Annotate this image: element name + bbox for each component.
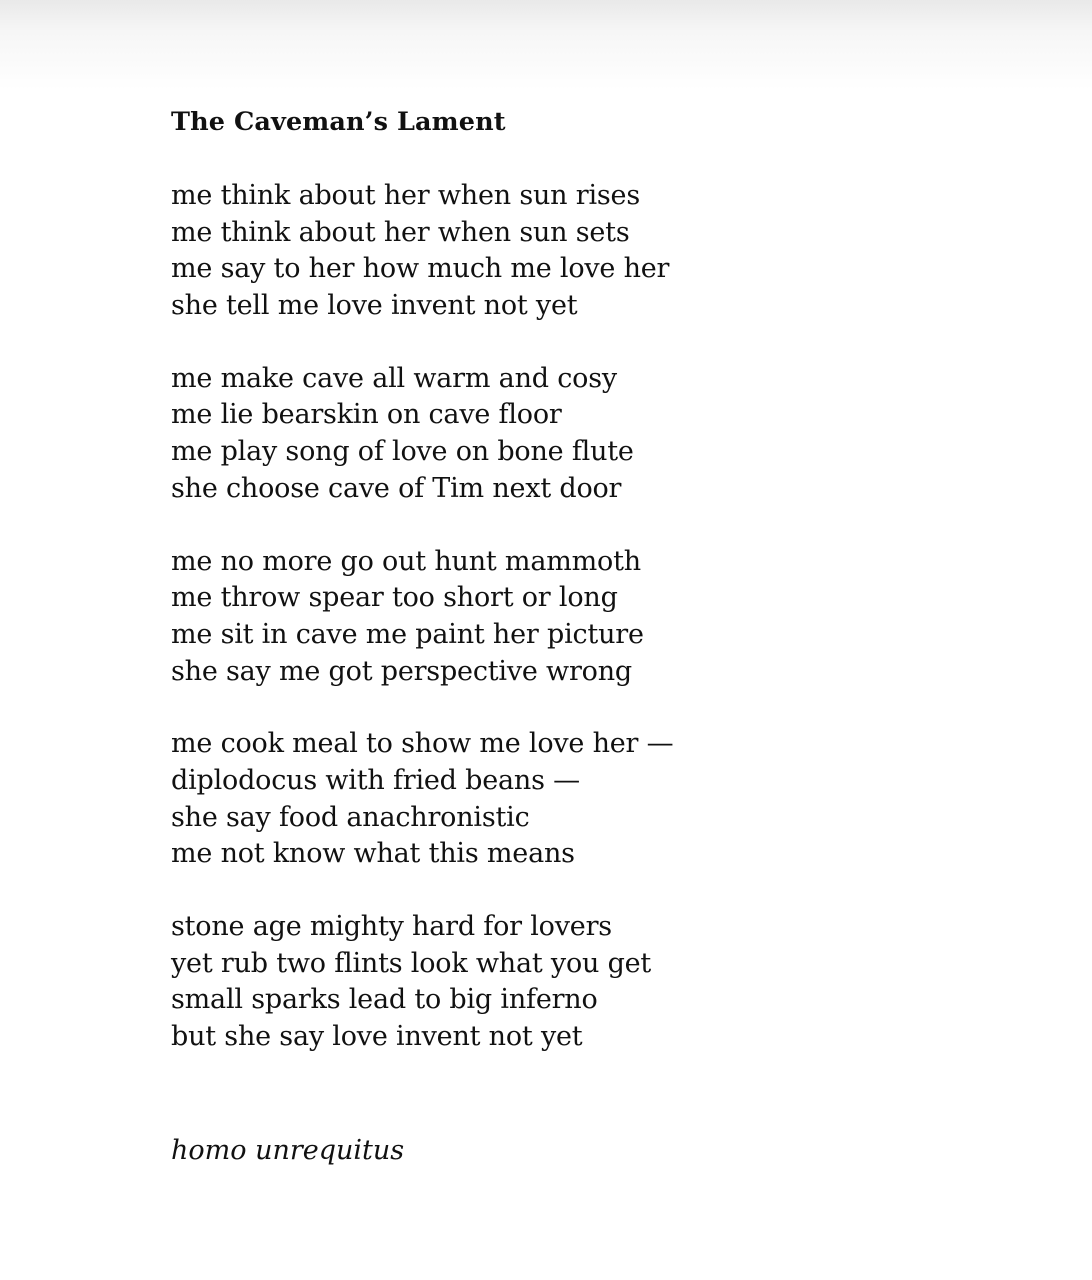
poem-line: me cook meal to show me love her — [171, 728, 674, 760]
poem-line: diplodocus with fried beans — [171, 764, 580, 796]
poem-line: me no more go out hunt mammoth [171, 545, 641, 577]
stanza-2 [171, 361, 1051, 508]
stanza-3 [171, 544, 1051, 691]
poem-line: she say me got perspective wrong [171, 655, 632, 687]
poem-signature: homo unrequitus [171, 1134, 405, 1166]
stanza-1 [171, 178, 1051, 325]
poem-line: me throw spear too short or long [171, 582, 618, 614]
poem-line: she choose cave of Tim next door [171, 472, 622, 504]
poem-line: stone age mighty hard for lovers [171, 911, 612, 942]
poem-line: yet rub two flints look what you get [171, 947, 652, 979]
stanza-5 [171, 909, 1051, 1056]
poem-line: she tell me love invent not yet [171, 290, 578, 322]
poem-line: me sit in cave me paint her picture [171, 618, 644, 650]
poem-line: small sparks lead to big inferno [171, 984, 598, 1016]
poem-line: me play song of love on bone flute [171, 436, 634, 468]
page-top-shadow [0, 0, 1092, 90]
poem-line: but she say love invent not yet [171, 1021, 583, 1053]
poem-line: me think about her when sun sets [171, 216, 630, 248]
poem-line: me make cave all warm and cosy [171, 362, 617, 394]
stanza-4 [171, 726, 1051, 873]
poem-title: The Caveman’s Lament [171, 107, 506, 137]
poem-line: me not know what this means [171, 838, 575, 870]
poem-line: she say food anachronistic [171, 801, 530, 833]
poem-line: me say to her how much me love her [171, 253, 670, 285]
poem [171, 102, 1051, 1169]
poem-line: me think about her when sun rises [171, 180, 640, 211]
poem-line: me lie bearskin on cave floor [171, 399, 562, 431]
